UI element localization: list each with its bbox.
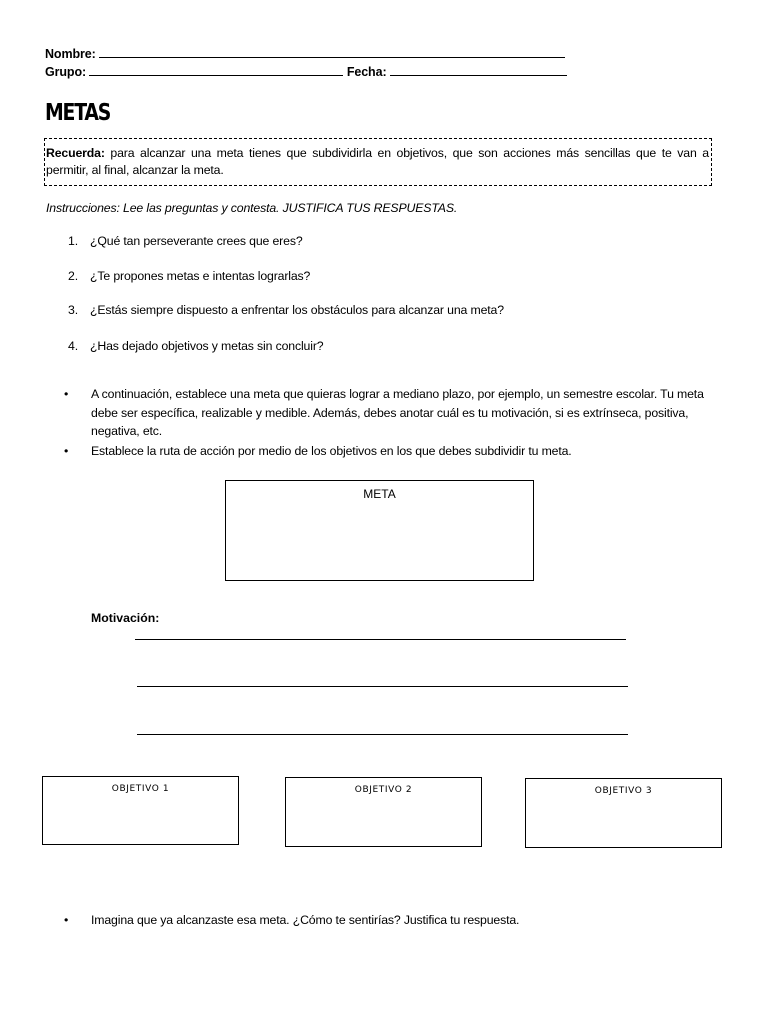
recuerda-text: para alcanzar una meta tienes que subdividirla en objetivos, que son acciones más sencillas que te van a permitir, al final, alcanzar la meta. <box>46 146 709 177</box>
bullet-icon: • <box>64 913 69 927</box>
recuerda-box <box>44 138 712 186</box>
question-1 <box>68 234 303 248</box>
nombre-label: Nombre: <box>45 47 96 61</box>
name-row <box>45 47 565 61</box>
grupo-blank[interactable] <box>89 65 343 76</box>
question-text: ¿Estás siempre dispuesto a enfrentar los obstáculos para alcanzar una meta? <box>90 303 504 317</box>
question-number: 4. <box>68 339 78 353</box>
question-text: ¿Qué tan perseverante crees que eres? <box>90 234 303 248</box>
question-number: 1. <box>68 234 78 248</box>
motivacion-line-2[interactable] <box>137 686 628 687</box>
bullet-meta-instruction <box>64 385 719 441</box>
question-text: ¿Te propones metas e intentas lograrlas? <box>90 269 311 283</box>
grupo-label: Grupo: <box>45 65 87 79</box>
recuerda-bold: Recuerda: <box>46 146 105 160</box>
meta-box-label: META <box>363 487 396 501</box>
meta-box[interactable] <box>225 480 534 581</box>
group-date-row <box>45 65 567 79</box>
page-title: METAS <box>45 100 111 126</box>
fecha-label: Fecha: <box>346 65 387 79</box>
question-number: 2. <box>68 269 78 283</box>
bullet-icon: • <box>64 444 69 458</box>
objetivo-3-label: OBJETIVO 3 <box>594 786 653 796</box>
motivacion-label: Motivación: <box>91 611 160 625</box>
objetivo-2-box[interactable] <box>285 777 482 847</box>
question-4 <box>68 339 323 353</box>
bullet-text: Imagina que ya alcanzaste esa meta. ¿Cómo te sentirías? Justifica tu respuesta. <box>91 913 520 927</box>
bullet-text: A continuación, establece una meta que quieras lograr a mediano plazo, por ejemplo, un semestre escolar. Tu meta debe ser específica, realizable y medible. Además, debes anotar cuál es tu motivación, si es extrínseca, positiva, negativa, etc. <box>91 387 704 438</box>
question-number: 3. <box>68 303 78 317</box>
bullet-icon: • <box>64 387 69 401</box>
motivacion-line-3[interactable] <box>137 734 628 735</box>
objetivo-1-box[interactable] <box>42 776 239 845</box>
nombre-blank[interactable] <box>99 47 565 58</box>
instructions: Instrucciones: Lee las preguntas y contesta. JUSTIFICA TUS RESPUESTAS. <box>46 201 458 215</box>
objetivo-3-box[interactable] <box>525 778 722 848</box>
bullet-route-instruction <box>64 442 719 461</box>
fecha-blank[interactable] <box>390 65 567 76</box>
question-text: ¿Has dejado objetivos y metas sin concluir? <box>90 339 324 353</box>
objetivo-1-label: OBJETIVO 1 <box>111 784 170 794</box>
question-2 <box>68 269 310 283</box>
bullet-text: Establece la ruta de acción por medio de los objetivos en los que debes subdividir tu meta. <box>91 444 572 458</box>
objetivo-2-label: OBJETIVO 2 <box>354 785 413 795</box>
bullet-imagine <box>64 911 719 930</box>
motivacion-line-1[interactable] <box>135 639 626 640</box>
question-3 <box>68 303 504 317</box>
